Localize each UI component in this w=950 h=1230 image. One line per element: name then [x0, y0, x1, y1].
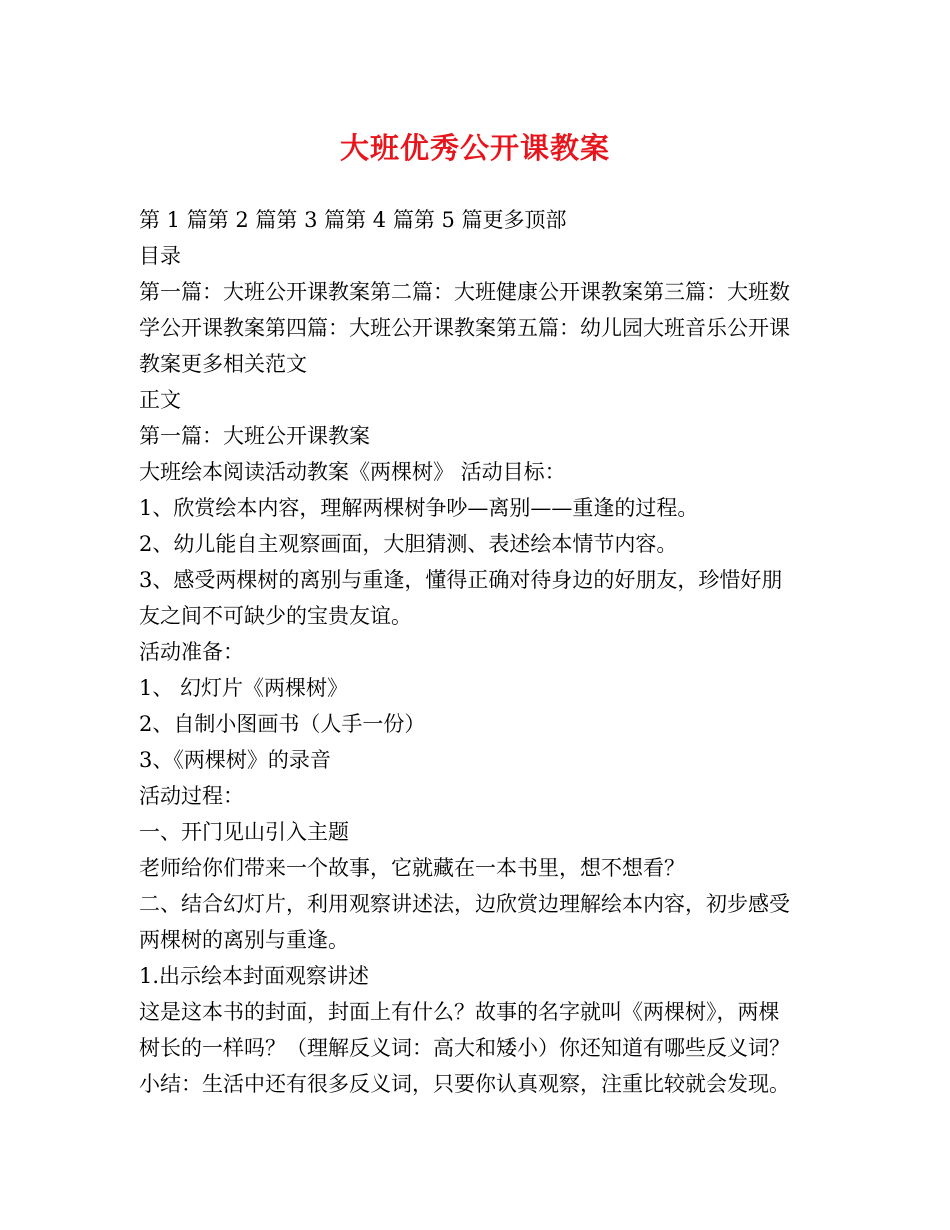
paragraph-line: 树长的一样吗？（理解反义词：高大和矮小）你还知道有哪些反义词？ — [139, 1036, 790, 1060]
document-title: 大班优秀公开课教案 — [339, 131, 610, 165]
paragraph-line: 3、《两棵树》的录音 — [139, 748, 331, 772]
paragraph-line: 友之间不可缺少的宝贵友谊。 — [139, 604, 412, 628]
paragraph-line: 1、欣赏绘本内容，理解两棵树争吵—离别——重逢的过程。 — [139, 496, 699, 520]
paragraph-line: 2、幼儿能自主观察画面，大胆猜测、表述绘本情节内容。 — [139, 532, 678, 556]
paragraph-line: 1.出示绘本封面观察讲述 — [139, 964, 370, 988]
paragraph-line: 二、结合幻灯片，利用观察讲述法，边欣赏边理解绘本内容，初步感受 — [139, 892, 790, 916]
paragraph-line: 小结：生活中还有很多反义词，只要你认真观察，注重比较就会发现。 — [139, 1072, 790, 1096]
paragraph-line: 目录 — [139, 244, 181, 268]
paragraph-line: 一、开门见山引入主题 — [139, 820, 349, 844]
paragraph-line: 这是这本书的封面，封面上有什么？故事的名字就叫《两棵树》，两棵 — [139, 1000, 780, 1024]
paragraph-line: 2、自制小图画书（人手一份） — [139, 712, 426, 736]
paragraph-line: 3、感受两棵树的离别与重逢，懂得正确对待身边的好朋友，珍惜好朋 — [139, 568, 783, 592]
paragraph-line: 1、 幻灯片《两棵树》 — [139, 676, 349, 700]
paragraph-line: 第 1 篇第 2 篇第 3 篇第 4 篇第 5 篇更多顶部 — [139, 208, 567, 232]
paragraph-line: 正文 — [139, 388, 181, 412]
paragraph-line: 第一篇：大班公开课教案第二篇：大班健康公开课教案第三篇：大班数 — [139, 280, 790, 304]
paragraph-line: 活动准备： — [139, 640, 244, 664]
paragraph-line: 老师给你们带来一个故事，它就藏在一本书里，想不想看？ — [139, 856, 685, 880]
paragraph-line: 学公开课教案第四篇：大班公开课教案第五篇：幼儿园大班音乐公开课 — [139, 316, 790, 340]
paragraph-line: 两棵树的离别与重逢。 — [139, 928, 349, 952]
paragraph-line: 大班绘本阅读活动教案《两棵树》 活动目标： — [139, 460, 566, 484]
paragraph-line: 活动过程： — [139, 784, 244, 808]
document-body — [139, 202, 819, 1102]
paragraph-line: 教案更多相关范文 — [139, 352, 307, 376]
paragraph-line: 第一篇：大班公开课教案 — [139, 424, 370, 448]
